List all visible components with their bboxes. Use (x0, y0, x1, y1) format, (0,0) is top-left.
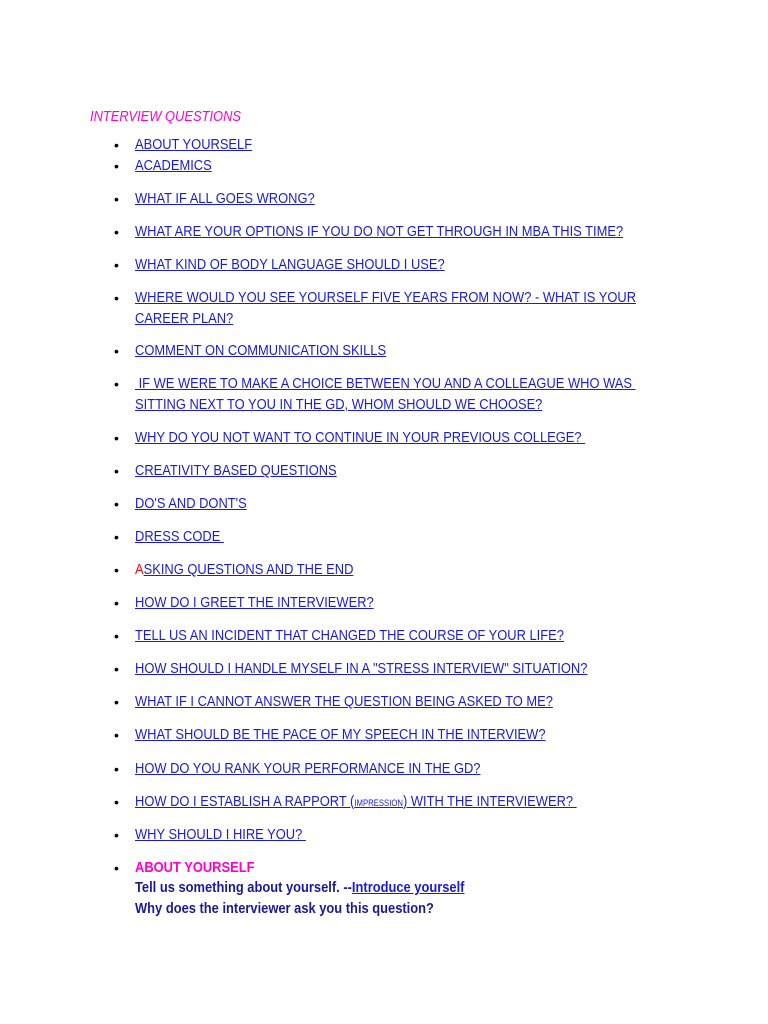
link-asking-questions-wrapper (135, 560, 651, 580)
link-rank-performance[interactable]: HOW DO YOU RANK YOUR PERFORMANCE IN THE GD? (135, 760, 481, 777)
bullet-icon: • (114, 224, 119, 240)
bullet-icon: • (114, 761, 119, 777)
bullet-icon: • (114, 794, 119, 810)
rapport-part-2: impression (354, 794, 403, 809)
section-title: ABOUT YOURSELF (135, 859, 255, 876)
link-cannot-answer[interactable]: WHAT IF I CANNOT ANSWER THE QUESTION BEING ASKED TO ME? (135, 693, 553, 710)
bullet-icon: • (114, 191, 119, 207)
link-five-years[interactable]: WHERE WOULD YOU SEE YOURSELF FIVE YEARS FROM NOW? - WHAT IS YOUR (135, 289, 637, 306)
link-incident[interactable]: TELL US AN INCIDENT THAT CHANGED THE COURSE OF YOUR LIFE? (135, 627, 564, 644)
bullet-icon: • (114, 290, 119, 306)
bullet-icon: • (114, 343, 119, 359)
link-dress-code[interactable]: DRESS CODE (135, 528, 224, 545)
bullet-icon: • (114, 496, 119, 512)
bullet-icon: • (114, 529, 119, 545)
bullet-icon: • (114, 694, 119, 710)
bullet-icon: • (114, 661, 119, 677)
section-line-2: Why does the interviewer ask you this question? (135, 900, 434, 917)
link-asking-questions[interactable]: SKING QUESTIONS AND THE END (143, 561, 354, 578)
link-rapport[interactable] (135, 792, 651, 812)
link-career-plan[interactable]: CAREER PLAN? (135, 310, 234, 327)
bullet-icon: • (114, 562, 119, 578)
link-greet-interviewer[interactable]: HOW DO I GREET THE INTERVIEWER? (135, 594, 374, 611)
bullet-icon: • (114, 158, 119, 174)
bullet-icon: • (114, 595, 119, 611)
link-options-mba[interactable]: WHAT ARE YOUR OPTIONS IF YOU DO NOT GET THROUGH IN MBA THIS TIME? (135, 223, 624, 240)
bullet-icon: • (114, 628, 119, 644)
link-choice-colleague[interactable]: IF WE WERE TO MAKE A CHOICE BETWEEN YOU AND A COLLEAGUE WHO WAS (135, 375, 636, 392)
page-title: INTERVIEW QUESTIONS (90, 108, 241, 125)
section-line-1-text: Tell us something about yourself. -- (135, 879, 352, 896)
link-creativity[interactable]: CREATIVITY BASED QUESTIONS (135, 462, 337, 479)
bullet-icon: • (114, 463, 119, 479)
link-previous-college[interactable]: WHY DO YOU NOT WANT TO CONTINUE IN YOUR PREVIOUS COLLEGE? (135, 429, 586, 446)
rapport-part-1: HOW DO I ESTABLISH A RAPPORT ( (135, 793, 355, 810)
link-body-language[interactable]: WHAT KIND OF BODY LANGUAGE SHOULD I USE? (135, 256, 445, 273)
bullet-icon: • (114, 827, 119, 843)
bullet-icon: • (114, 376, 119, 392)
link-introduce-yourself[interactable]: Introduce yourself (351, 879, 465, 896)
link-academics[interactable]: ACADEMICS (135, 157, 212, 174)
link-sitting-next[interactable]: SITTING NEXT TO YOU IN THE GD, WHOM SHOULD WE CHOOSE? (135, 396, 543, 413)
link-stress-interview[interactable]: HOW SHOULD I HANDLE MYSELF IN A "STRESS INTERVIEW" SITUATION? (135, 660, 588, 677)
link-pace-speech[interactable]: WHAT SHOULD BE THE PACE OF MY SPEECH IN THE INTERVIEW? (135, 726, 546, 743)
asking-first-letter: A (135, 561, 144, 578)
rapport-part-3: ) WITH THE INTERVIEWER? (402, 793, 577, 810)
link-hire-you[interactable]: WHY SHOULD I HIRE YOU? (135, 826, 306, 843)
bullet-icon: • (114, 257, 119, 273)
bullet-icon: • (114, 137, 119, 153)
link-dos-donts[interactable]: DO'S AND DONT'S (135, 495, 247, 512)
bullet-icon: • (114, 860, 119, 876)
section-line-1 (135, 878, 651, 898)
link-communication-skills[interactable]: COMMENT ON COMMUNICATION SKILLS (135, 342, 387, 359)
bullet-icon: • (114, 727, 119, 743)
link-what-if-all-goes-wrong[interactable]: WHAT IF ALL GOES WRONG? (135, 190, 315, 207)
bullet-icon: • (114, 430, 119, 446)
link-about-yourself[interactable]: ABOUT YOURSELF (135, 136, 253, 153)
